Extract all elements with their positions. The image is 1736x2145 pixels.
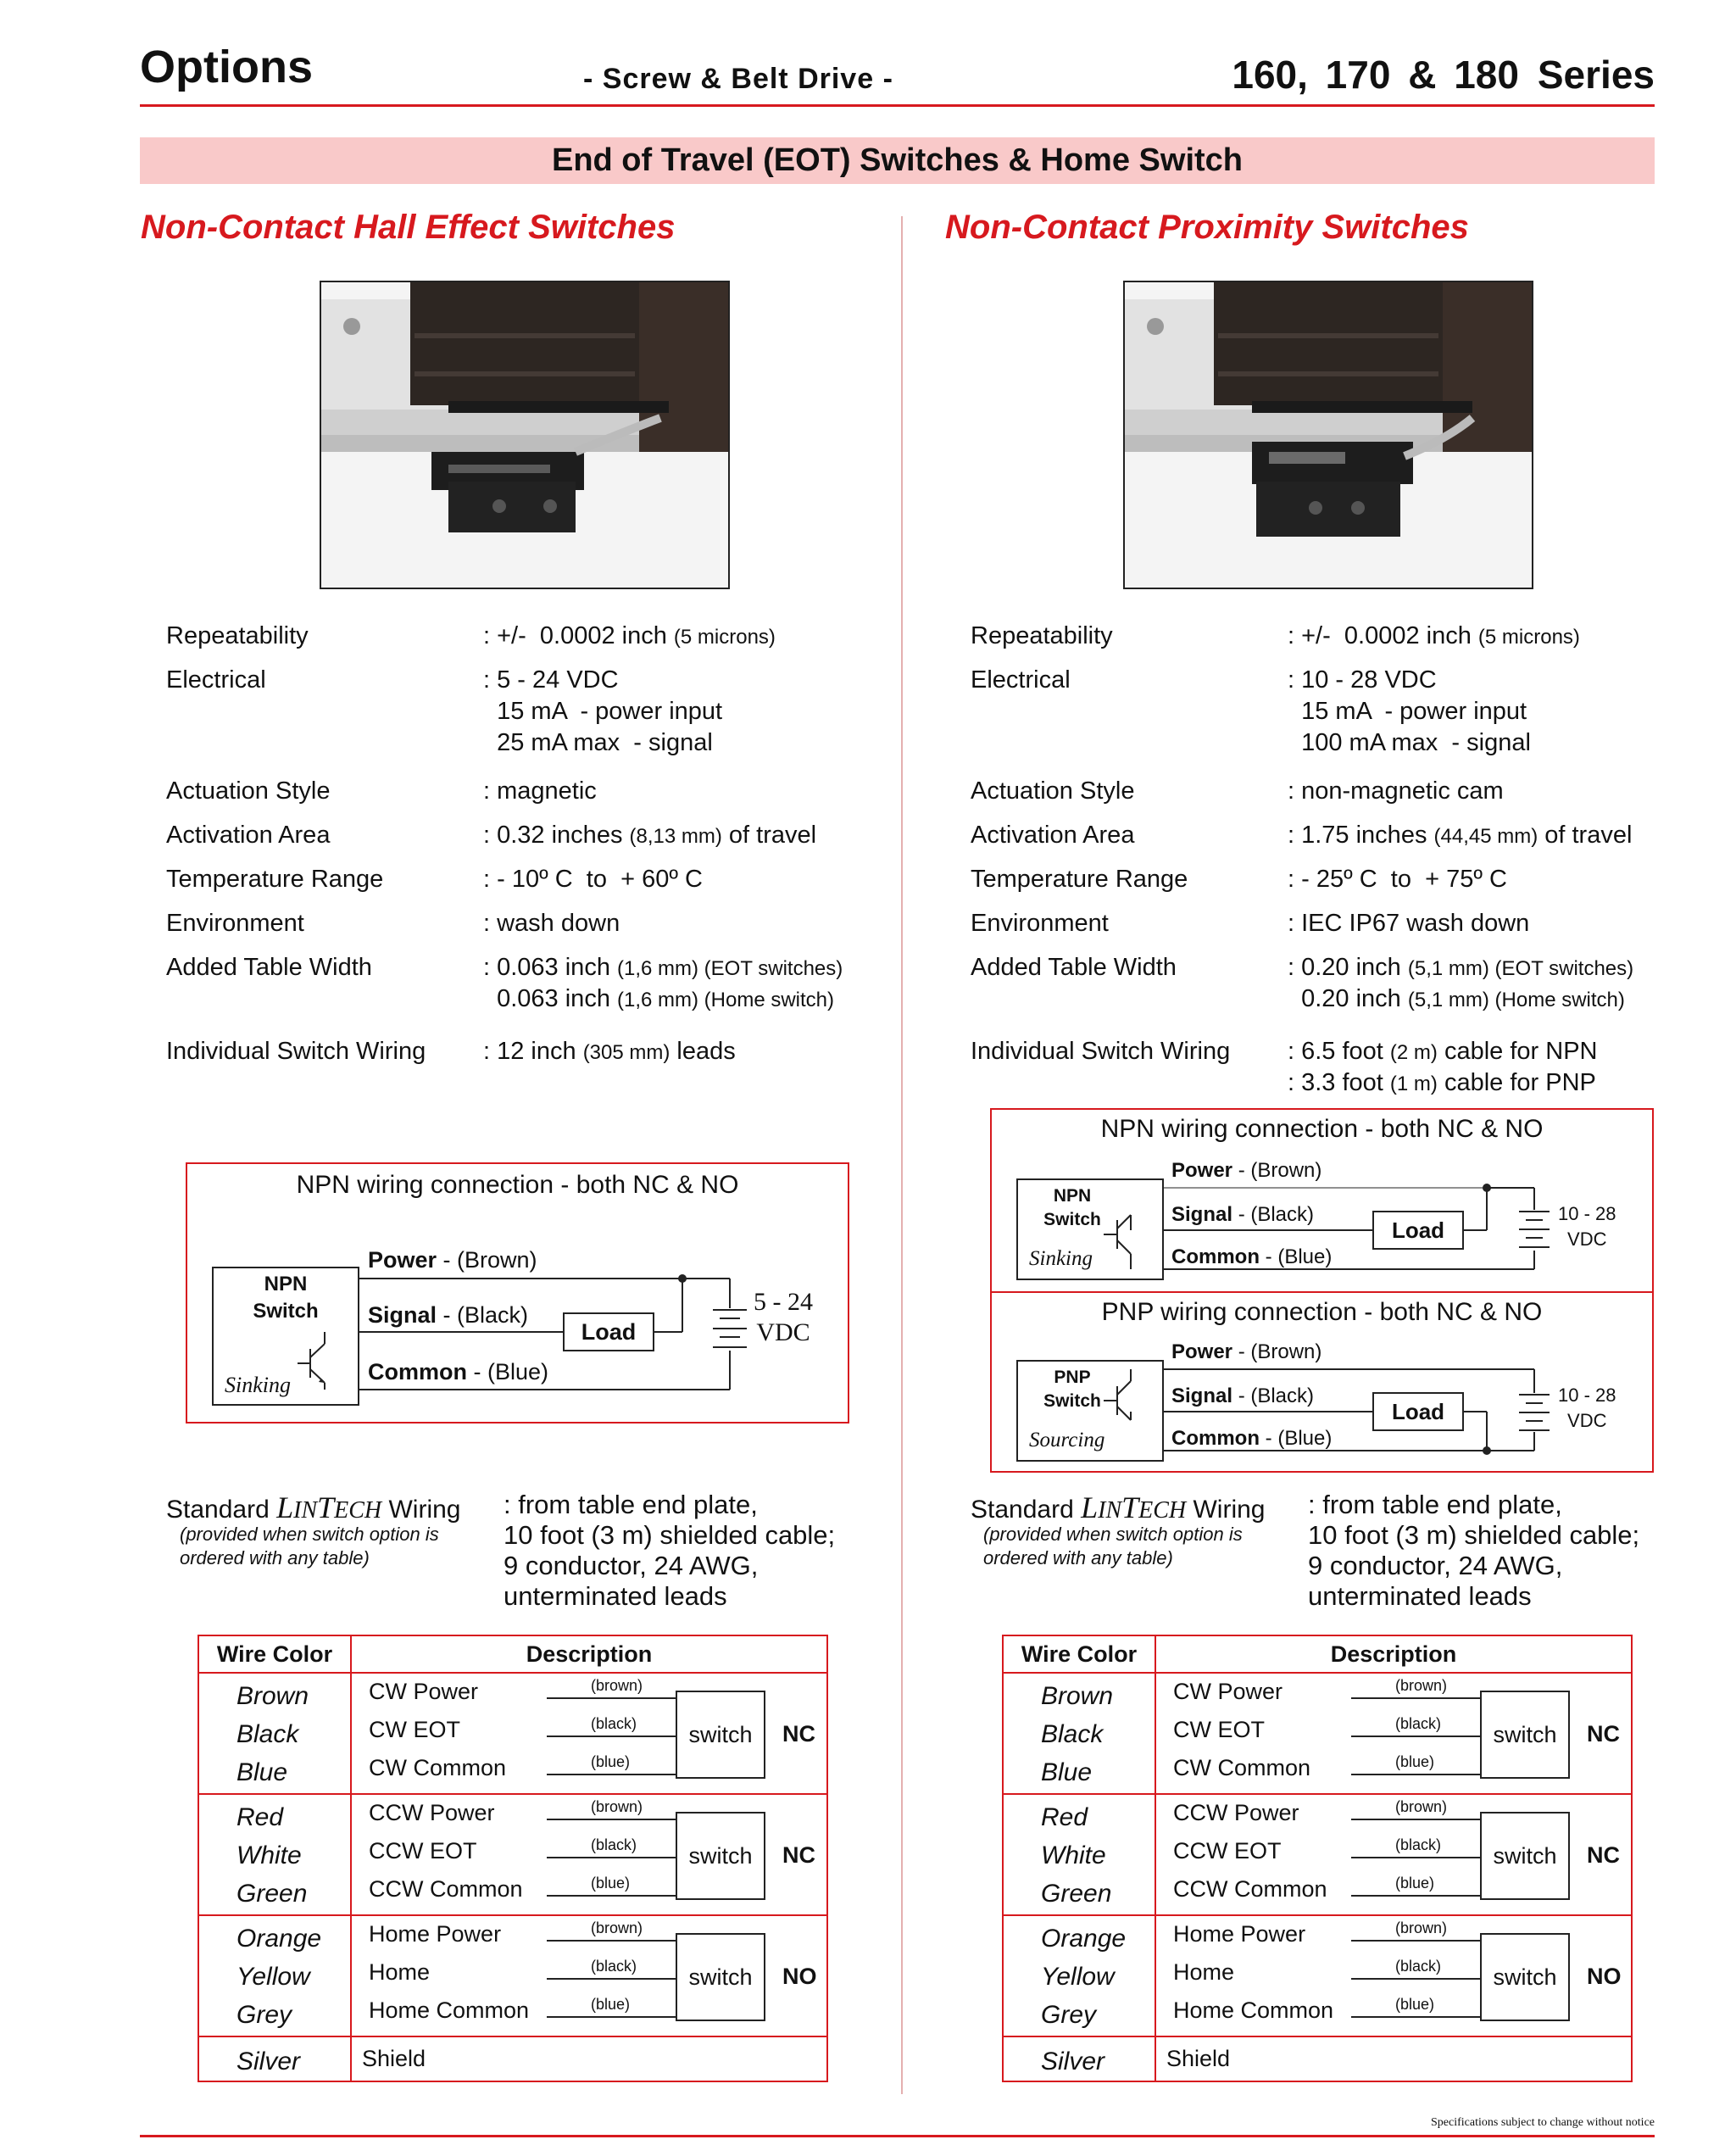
table-row (198, 2036, 827, 2081)
standard-wiring-value-right: : from table end plate, 10 foot (3 m) shielded cable; 9 conductor, 24 AWG, unterminated leads (1308, 1490, 1640, 1611)
spec-label: Temperature Range (166, 866, 384, 893)
wire-line (547, 1978, 676, 1980)
spec-label: Actuation Style (971, 777, 1135, 805)
wire-color: Red (236, 1803, 284, 1831)
wiring-box-right (990, 1108, 1654, 1473)
spec-value-part: (305 mm) (582, 1041, 670, 1064)
switch-photo-illustration (1125, 282, 1532, 588)
spec-value-part: (1 m) (1389, 1072, 1438, 1095)
wire-line (547, 2016, 676, 2018)
description-cell (1155, 1794, 1632, 1915)
switch-type-label: NO (782, 1964, 817, 1989)
wire-tag: (blue) (1395, 1996, 1435, 2013)
spec-value-part: (2 m) (1389, 1041, 1438, 1064)
series-label (1232, 49, 1655, 98)
standard-wiring-note-right: (provided when switch option is ordered with any table) (983, 1524, 1243, 1568)
proximity-heading: Non-Contact Proximity Switches (945, 209, 1469, 246)
wire-line (547, 1940, 676, 1942)
spec-value-part: of travel (721, 822, 817, 849)
wire-line (1351, 1978, 1480, 1980)
wire-color: Green (1041, 1880, 1112, 1908)
table-row (1003, 1673, 1632, 1794)
spec-label: Repeatability (971, 622, 1113, 649)
spec-label: Repeatability (166, 622, 309, 649)
spec-value (1288, 952, 1633, 984)
wire-description: CCW Power (369, 1800, 495, 1825)
spec-value-part: 0.20 inch (1288, 985, 1408, 1012)
spec-value (1288, 908, 1529, 940)
wire-colors-cell (1003, 1915, 1155, 2036)
spec-value-part: : 5 - 24 VDC (483, 666, 619, 694)
sinking-label: Sinking (225, 1373, 291, 1397)
wire-colors-cell (1003, 1794, 1155, 1915)
wire-description: CW Power (369, 1679, 479, 1704)
npn-load-label: Load (1391, 1217, 1445, 1243)
wire-color: Silver (198, 2036, 351, 2081)
spec-label: Activation Area (971, 822, 1135, 849)
spec-value-part: : 6.5 foot (1288, 1038, 1390, 1065)
spec-label: Environment (971, 910, 1109, 937)
spec-value (1288, 621, 1580, 653)
spec-value (483, 696, 722, 728)
wire-tag: (blue) (1395, 1875, 1435, 1892)
spec-value-part: (5 microns) (673, 626, 776, 649)
npn-signal-label: Signal - (Black) (1171, 1203, 1315, 1226)
spec-value-part: of travel (1538, 822, 1633, 849)
spec-value-part: : non-magnetic cam (1288, 777, 1504, 805)
description-cell (351, 1794, 827, 1915)
wire-tag: (brown) (591, 1798, 643, 1815)
spec-value-part: leads (670, 1038, 736, 1065)
spec-value-part: 25 mA max - signal (483, 729, 713, 756)
spec-value (1288, 820, 1632, 852)
spec-value-part: cable for NPN (1437, 1038, 1598, 1065)
sourcing-label: Sourcing (1029, 1429, 1105, 1451)
wire-tag: (blue) (591, 1875, 631, 1892)
table-row (1003, 1915, 1632, 2036)
standard-wiring-value-left: : from table end plate, 10 foot (3 m) shielded cable; 9 conductor, 24 AWG, unterminated leads (504, 1490, 836, 1611)
spec-value-part: (8,13 mm) (629, 825, 722, 848)
spec-value-part: : 3.3 foot (1288, 1069, 1390, 1096)
wire-colors-cell (198, 1915, 351, 2036)
spec-value-part: (5,1 mm) (Home switch) (1407, 989, 1625, 1011)
wire-description: CCW Power (1173, 1800, 1299, 1825)
wire-description: Shield (351, 2036, 827, 2081)
spec-value-part: (5 microns) (1477, 626, 1580, 649)
wire-description: CW Common (1173, 1755, 1311, 1780)
spec-value-part: (1,6 mm) (EOT switches) (617, 957, 843, 980)
switch-type-label: NC (1587, 1842, 1620, 1868)
spec-value (1288, 864, 1507, 896)
wire-color: Green (236, 1880, 308, 1908)
wire-line (1351, 1940, 1480, 1942)
wire-description: Shield (1155, 2036, 1632, 2081)
wire-description: Home (369, 1959, 431, 1985)
wire-line (1351, 1895, 1480, 1897)
series-word: Series (1537, 53, 1655, 97)
power-wire-label: Power - (Brown) (368, 1247, 537, 1273)
wire-colors-cell (198, 1673, 351, 1794)
wire-line (547, 1857, 676, 1858)
wire-color: Red (1041, 1803, 1088, 1831)
switch-type-label: NC (1587, 1721, 1620, 1747)
switch-type-label: NO (1587, 1964, 1622, 1989)
spec-label: Actuation Style (166, 777, 331, 805)
standard-wiring-label-right: Standard LINTECH Wiring (971, 1490, 1266, 1524)
wire-description: Home (1173, 1959, 1235, 1985)
wire-description: Home Power (1173, 1921, 1306, 1947)
spec-label: Added Table Width (166, 954, 372, 981)
spec-label: Individual Switch Wiring (971, 1038, 1231, 1065)
spec-value-part: 0.063 inch (483, 985, 617, 1012)
spec-value (483, 983, 834, 1016)
wire-description: CW Power (1173, 1679, 1283, 1704)
wire-line (547, 1697, 676, 1699)
wire-line (547, 1774, 676, 1775)
spec-label: Added Table Width (971, 954, 1177, 981)
spec-value (1288, 665, 1437, 697)
wire-tag: (blue) (591, 1753, 631, 1770)
spec-label: Electrical (166, 666, 266, 694)
switch-box: switch (676, 1933, 765, 2021)
wire-description: CW EOT (369, 1717, 460, 1742)
wire-description: Home Power (369, 1921, 502, 1947)
footer-note: Specifications subject to change without notice (1431, 2116, 1655, 2129)
wire-colors-cell (198, 1794, 351, 1915)
hall-effect-specs (166, 621, 895, 1065)
col-description: Description (351, 1635, 827, 1673)
switch-photo-illustration (321, 282, 728, 588)
sinking-label-right: Sinking (1029, 1247, 1093, 1270)
proximity-specs (971, 621, 1700, 1095)
standard-wiring-note-left: (provided when switch option is ordered with any table) (180, 1524, 439, 1568)
spec-value (1288, 776, 1504, 808)
npn-voltage-label: 10 - 28 VDC (1558, 1203, 1616, 1250)
wire-colors-cell (1003, 1673, 1155, 1794)
npn-common-label: Common - (Blue) (1171, 1245, 1333, 1268)
spec-value-part: : +/- 0.0002 inch (1288, 622, 1478, 649)
wire-tag: (black) (591, 1958, 637, 1975)
spec-value (483, 908, 620, 940)
spec-value-part: (1,6 mm) (Home switch) (617, 989, 835, 1011)
wire-color: White (1041, 1841, 1106, 1869)
spec-label: Electrical (971, 666, 1071, 694)
pnp-power-label: Power - (Brown) (1171, 1340, 1322, 1363)
wire-tag: (brown) (591, 1677, 643, 1694)
table-row (198, 1794, 827, 1915)
col-description: Description (1155, 1635, 1632, 1673)
standard-wiring-label-left: Standard LINTECH Wiring (166, 1490, 461, 1524)
spec-value-part: : +/- 0.0002 inch (483, 622, 674, 649)
wire-line (547, 1736, 676, 1737)
wire-color: Black (1041, 1720, 1104, 1748)
proximity-photo (1123, 281, 1533, 589)
pnp-common-label: Common - (Blue) (1171, 1427, 1333, 1450)
pnp-wiring-title: PNP wiring connection - both NC & NO (1101, 1298, 1543, 1326)
npn-wiring-title: NPN wiring connection - both NC & NO (296, 1171, 739, 1199)
spec-value-part: : - 25º C to + 75º C (1288, 866, 1507, 893)
spec-value-part: 15 mA - power input (1288, 698, 1527, 725)
spec-label: Individual Switch Wiring (166, 1038, 426, 1065)
wire-color: Orange (236, 1925, 322, 1953)
spec-value-part: 100 mA max - signal (1288, 729, 1531, 756)
wire-tag: (brown) (591, 1919, 643, 1936)
hall-effect-photo (320, 281, 730, 589)
wire-description: Home Common (1173, 1997, 1334, 2023)
pnp-switch-label: PNP Switch (1043, 1368, 1101, 1411)
npn-switch-label-right: NPN Switch (1043, 1186, 1101, 1229)
spec-value (1288, 727, 1531, 760)
wire-line (1351, 1857, 1480, 1858)
spec-value-part: : 0.32 inches (483, 822, 630, 849)
series-numbers: 160, 170 & 180 (1232, 53, 1519, 97)
npn-wiring-title-right: NPN wiring connection - both NC & NO (1100, 1115, 1544, 1143)
wire-description: Home Common (369, 1997, 530, 2023)
spec-value-part: : magnetic (483, 777, 597, 805)
description-cell (1155, 1673, 1632, 1794)
wire-line (1351, 1819, 1480, 1820)
wire-description: CCW Common (1173, 1876, 1327, 1902)
wire-line (1351, 1774, 1480, 1775)
wire-tag: (black) (591, 1836, 637, 1853)
hall-effect-heading: Non-Contact Hall Effect Switches (141, 209, 676, 246)
spec-value (1288, 696, 1527, 728)
switch-box: switch (1480, 1812, 1570, 1900)
wire-tag: (black) (1395, 1715, 1442, 1732)
common-wire-label: Common - (Blue) (368, 1359, 549, 1384)
col-wire-color: Wire Color (1003, 1635, 1155, 1673)
switch-box: switch (676, 1812, 765, 1900)
pnp-signal-label: Signal - (Black) (1171, 1384, 1315, 1407)
pnp-load-label: Load (1391, 1399, 1445, 1424)
wire-description: CCW EOT (369, 1838, 477, 1864)
spec-value-part: : 0.20 inch (1288, 954, 1408, 981)
voltage-label: 5 - 24 VDC (754, 1288, 813, 1346)
wire-color: Brown (1041, 1682, 1114, 1710)
spec-value (483, 864, 703, 896)
wire-color: Blue (236, 1758, 288, 1786)
switch-box: switch (1480, 1933, 1570, 2021)
switch-type-label: NC (782, 1842, 815, 1868)
footer-rule (140, 2135, 1655, 2137)
spec-value-part: : wash down (483, 910, 620, 937)
wire-tag: (brown) (1395, 1677, 1448, 1694)
page-subtitle: - Screw & Belt Drive - (583, 63, 893, 95)
table-row (1003, 2036, 1632, 2081)
spec-label: Temperature Range (971, 866, 1188, 893)
spec-value (1288, 1036, 1598, 1068)
signal-wire-label: Signal - (Black) (368, 1302, 529, 1328)
switch-box: switch (1480, 1691, 1570, 1779)
wire-color: Silver (1003, 2036, 1155, 2081)
spec-value (483, 776, 597, 808)
spec-value-part: : 1.75 inches (1288, 822, 1434, 849)
wire-color: Black (236, 1720, 299, 1748)
spec-value (483, 952, 843, 984)
wire-tag: (black) (1395, 1958, 1442, 1975)
spec-value-part: : IEC IP67 wash down (1288, 910, 1530, 937)
wire-line (1351, 1736, 1480, 1737)
wire-tag: (blue) (591, 1996, 631, 2013)
npn-switch-label: NPN Switch (253, 1273, 319, 1323)
wire-tag: (black) (591, 1715, 637, 1732)
spec-value-part: 15 mA - power input (483, 698, 723, 725)
wire-tag: (brown) (1395, 1798, 1448, 1815)
description-cell (351, 1915, 827, 2036)
description-cell (351, 1673, 827, 1794)
spec-value-part: : 0.063 inch (483, 954, 617, 981)
spec-value-part: (44,45 mm) (1433, 825, 1538, 848)
wire-line (1351, 2016, 1480, 2018)
npn-pnp-wiring-diagram (992, 1110, 1655, 1474)
spec-value (483, 1036, 736, 1068)
header-rule (140, 104, 1655, 107)
spec-value-part: : 12 inch (483, 1038, 583, 1065)
wire-color: Blue (1041, 1758, 1093, 1786)
spec-value-part: : - 10º C to + 60º C (483, 866, 703, 893)
spec-value-part: (5,1 mm) (EOT switches) (1407, 957, 1634, 980)
wire-color: Brown (236, 1682, 309, 1710)
switch-type-label: NC (782, 1721, 815, 1747)
spec-value-part: : 10 - 28 VDC (1288, 666, 1437, 694)
spec-value (1288, 1067, 1596, 1100)
load-label: Load (581, 1319, 637, 1345)
wire-color: Grey (236, 2001, 292, 2029)
npn-wiring-box-left (186, 1162, 849, 1424)
wire-color: Grey (1041, 2001, 1097, 2029)
spec-value (483, 820, 816, 852)
wire-tag: (black) (1395, 1836, 1442, 1853)
npn-power-label: Power - (Brown) (1171, 1159, 1322, 1182)
wire-color-table (1002, 1635, 1633, 2082)
table-row (198, 1673, 827, 1794)
wire-line (547, 1895, 676, 1897)
wire-color: Yellow (236, 1963, 310, 1991)
table-row (1003, 1794, 1632, 1915)
spec-value-part: cable for PNP (1437, 1069, 1596, 1096)
wire-tag: (brown) (1395, 1919, 1448, 1936)
wire-description: CCW EOT (1173, 1838, 1282, 1864)
spec-value (483, 621, 776, 653)
spec-label: Environment (166, 910, 304, 937)
wire-tag: (blue) (1395, 1753, 1435, 1770)
table-row (198, 1915, 827, 2036)
section-banner: End of Travel (EOT) Switches & Home Switch (140, 137, 1655, 184)
spec-label: Activation Area (166, 822, 331, 849)
switch-box: switch (676, 1691, 765, 1779)
spec-value (483, 665, 619, 697)
wire-description: CW Common (369, 1755, 507, 1780)
wire-line (1351, 1697, 1480, 1699)
spec-value (1288, 983, 1625, 1016)
spec-value (483, 727, 713, 760)
column-divider (901, 216, 903, 2094)
pnp-voltage-label: 10 - 28 VDC (1558, 1384, 1616, 1431)
wire-description: CCW Common (369, 1876, 523, 1902)
wire-description: CW EOT (1173, 1717, 1265, 1742)
wire-color: White (236, 1841, 302, 1869)
wire-color: Yellow (1041, 1963, 1115, 1991)
wire-color-table (198, 1635, 828, 2082)
page-title: Options (140, 42, 313, 92)
wire-line (547, 1819, 676, 1820)
description-cell (1155, 1915, 1632, 2036)
wire-color: Orange (1041, 1925, 1127, 1953)
col-wire-color: Wire Color (198, 1635, 351, 1673)
